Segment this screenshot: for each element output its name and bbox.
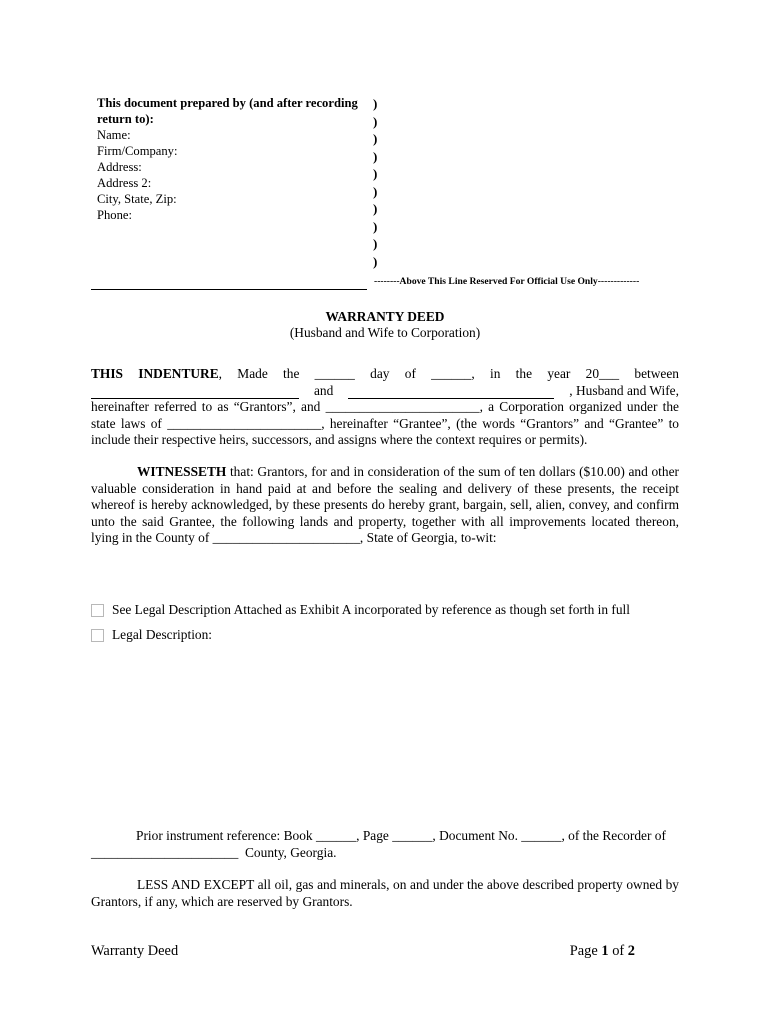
paren: ) <box>373 236 378 251</box>
paren: ) <box>373 201 378 216</box>
legal-description-label: Legal Description: <box>112 627 213 642</box>
document-subtitle: (Husband and Wife to Corporation) <box>289 325 481 340</box>
grantor-2-blank <box>348 386 554 399</box>
footer-page-word: Page <box>569 943 598 959</box>
paren: ) <box>373 131 378 146</box>
indenture-body: hereinafter referred to as “Grantors”, and _______________________, a Corporation organized under the state laws of _______________________, hereinafter “Grantee”, (the words “Grantors” and “Grantee” to include their respective heirs, successors, and assigns where the context requires or permits). <box>91 399 679 448</box>
reserved-line-note: --------Above This Line Reserved For Official Use Only------------- <box>374 276 640 287</box>
option-legal-description[interactable] <box>91 627 212 643</box>
footer-of-word: of <box>612 943 625 959</box>
paren: ) <box>373 96 378 111</box>
paren: ) <box>373 218 378 234</box>
witnesseth-paragraph <box>91 464 679 547</box>
footer-total-pages: 2 <box>627 943 635 959</box>
witnesseth-lead: WITNESSETH <box>137 464 227 479</box>
paren: ) <box>373 166 378 181</box>
footer-document-name: Warranty Deed <box>91 943 179 959</box>
prior-reference-line1: Prior instrument reference: Book ______, Page ______, Document No. ______, of the Recorder of <box>136 828 666 843</box>
option-exhibit-a[interactable] <box>91 602 630 618</box>
prepared-firm-label: Firm/Company: <box>97 144 178 158</box>
recording-parens <box>373 95 377 270</box>
indenture-husband-wife: , Husband and Wife, <box>569 382 679 398</box>
prepared-by-heading: This document prepared by (and after recording return to): <box>97 96 358 126</box>
exhibit-a-checkbox[interactable] <box>91 604 104 617</box>
paren: ) <box>373 253 378 269</box>
footer-current-page: 1 <box>601 943 609 959</box>
less-and-except-paragraph: LESS AND EXCEPT all oil, gas and minerals, on and under the above described property owned by Grantors, if any, which are reserved by Grantors. <box>91 877 679 909</box>
witnesseth-body: that: Grantors, for and in consideration of the sum of ten dollars ($10.00) and other valuable consideration in hand paid at and before the sealing and delivery of these presents, the receipt whereof is hereby acknowledged, by these presents do hereby grant, bargain, sell, alien, convey, and confirm unto the said Grantee, the following lands and property, together with all improvements located thereon, lying in the County of ______________________, State of Georgia, to-wit: <box>91 464 679 546</box>
prepared-city-label: City, State, Zip: <box>97 192 177 206</box>
document-title: WARRANTY DEED <box>325 309 445 324</box>
prepared-name-label: Name: <box>97 128 131 142</box>
legal-description-checkbox[interactable] <box>91 629 104 642</box>
paren: ) <box>373 113 378 129</box>
exhibit-a-label: See Legal Description Attached as Exhibit A incorporated by reference as though set forth in full <box>112 602 630 617</box>
prepared-address-label: Address: <box>97 160 142 174</box>
paren: ) <box>373 183 378 199</box>
indenture-and: and <box>313 382 334 398</box>
grantor-1-blank <box>91 386 299 399</box>
prepared-address2-label: Address 2: <box>97 176 152 190</box>
recording-divider <box>91 289 367 290</box>
paren: ) <box>373 148 378 164</box>
prior-reference-line2: ______________________ County, Georgia. <box>91 845 337 860</box>
footer-page-number <box>570 943 635 960</box>
prepared-by-block <box>97 95 367 223</box>
indenture-paragraph <box>91 366 679 449</box>
indenture-line1: , Made the ______ day of ______, in the year 20___ between <box>218 366 680 381</box>
prepared-phone-label: Phone: <box>97 208 132 222</box>
indenture-lead: THIS INDENTURE <box>91 366 219 381</box>
